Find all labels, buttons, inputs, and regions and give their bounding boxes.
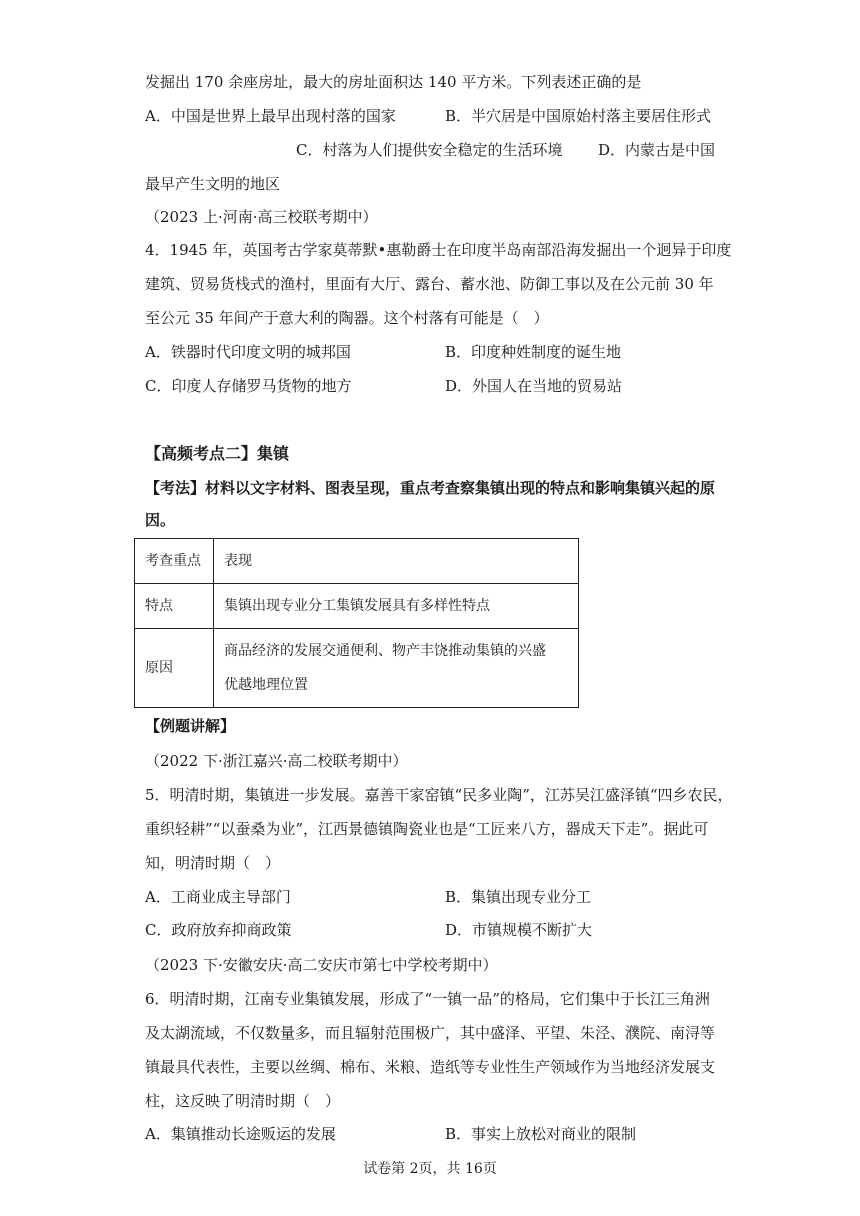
- q3-option-c: C．村落为人们提供安全稳定的生活环境: [296, 141, 563, 159]
- q5-stem-line-1: 5．明清时期，集镇进一步发展。嘉善干家窑镇“民多业陶”，江苏吴江盛泽镇“四乡农民，: [145, 786, 733, 804]
- q4-stem-line-2: 建筑、贸易货栈式的渔村，里面有大厅、露台、蓄水池、防御工事以及在公元前 30 年: [145, 275, 714, 293]
- q6-option-a: A．集镇推动长途贩运的发展: [145, 1125, 336, 1143]
- q3-option-b: B．半穴居是中国原始村落主要居住形式: [445, 107, 712, 125]
- q6-stem-line-4: 柱，这反映了明清时期（ ）: [145, 1092, 341, 1110]
- q6-stem-line-1: 6．明清时期，江南专业集镇发展，形成了“一镇一品”的格局，它们集中于长江三角洲: [145, 990, 710, 1008]
- page-footer: 试卷第 2页，共 16页: [363, 1161, 497, 1177]
- q5-option-d: D．市镇规模不断扩大: [445, 921, 593, 939]
- q6-stem-line-2: 及太湖流域，不仅数量多，而且辐射范围极广，其中盛泽、平望、朱泾、濮院、南浔等: [145, 1024, 716, 1042]
- table-header-cell: 考查重点: [135, 539, 214, 584]
- q4-option-a: A．铁器时代印度文明的城邦国: [145, 343, 351, 361]
- q3-stem-line: 发掘出 170 余座房址，最大的房址面积达 140 平方米。下列表述正确的是: [145, 73, 642, 91]
- q6-stem-line-3: 镇最具代表性，主要以丝绸、棉布、米粮、造纸等专业性生产领域作为当地经济发展支: [145, 1058, 716, 1076]
- q5-option-c: C．政府放弃抑商政策: [145, 921, 292, 939]
- q6-option-b: B．事实上放松对商业的限制: [445, 1125, 637, 1143]
- table-key-cell: 原因: [135, 629, 214, 708]
- table-value-cell: [214, 629, 579, 708]
- q3-option-a: A．中国是世界上最早出现村落的国家: [145, 107, 396, 125]
- q4-option-b: B．印度种姓制度的诞生地: [445, 343, 622, 361]
- table-header-row: [135, 539, 579, 584]
- q5-stem-line-2: 重织轻耕”“以蚕桑为业”，江西景德镇陶瓷业也是“工匠来八方，器成天下走”。据此可: [145, 820, 709, 838]
- q5-option-a: A．工商业成主导部门: [145, 888, 291, 906]
- method-line-2: 因。: [145, 511, 176, 529]
- q5-source: （2022 下·浙江嘉兴·高二校联考期中）: [145, 752, 408, 770]
- q6-source: （2023 下·安徽安庆·高二安庆市第七中学校考期中）: [145, 956, 498, 974]
- table-row: [135, 629, 579, 708]
- method-line-1: 【考法】材料以文字材料、图表呈现，重点考查察集镇出现的特点和影响集镇兴起的原: [145, 479, 716, 497]
- q3-option-d: D．内蒙古是中国: [598, 141, 716, 159]
- table-row: [135, 584, 579, 629]
- q4-source: （2023 上·河南·高三校联考期中）: [145, 208, 378, 226]
- q5-option-b: B．集镇出现专业分工: [445, 888, 592, 906]
- q5-stem-line-3: 知，明清时期（ ）: [145, 854, 281, 872]
- key-points-table: [134, 538, 579, 708]
- q4-stem-line-3: 至公元 35 年间产于意大利的陶器。这个村落有可能是（ ）: [145, 309, 549, 327]
- table-key-cell: 特点: [135, 584, 214, 629]
- table-value-cell: 集镇出现专业分工集镇发展具有多样性特点: [214, 584, 579, 629]
- table-value-line: 优越地理位置: [224, 677, 308, 693]
- table-value-line: 商品经济的发展交通便利、物产丰饶推动集镇的兴盛: [224, 643, 546, 659]
- q3-option-d-continued: 最早产生文明的地区: [145, 175, 281, 193]
- q4-stem-line-1: 4．1945 年，英国考古学家莫蒂默•惠勒爵士在印度半岛南部沿海发掘出一个迥异于印度: [145, 241, 732, 259]
- q4-option-c: C．印度人存储罗马货物的地方: [145, 377, 352, 395]
- table-header-cell: 表现: [214, 539, 579, 584]
- q4-option-d: D．外国人在当地的贸易站: [445, 377, 623, 395]
- section-heading: 【高频考点二】集镇: [145, 444, 290, 463]
- example-heading: 【例题讲解】: [145, 717, 236, 735]
